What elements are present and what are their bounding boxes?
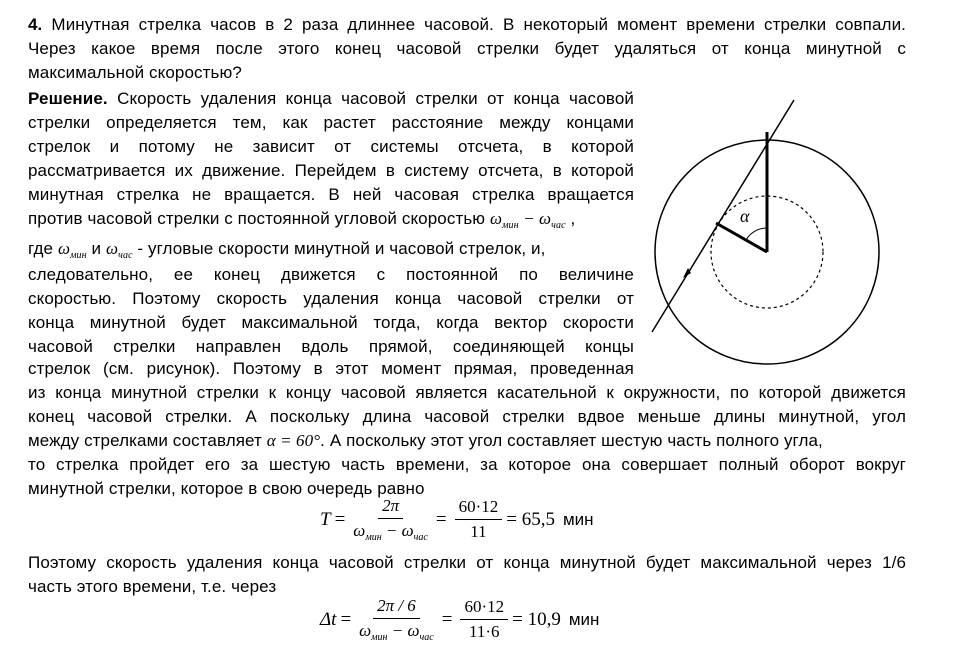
fraction-3: $\frac{2\pi / 6}{\omega_{мин} - \omega_{час}}$ — [359, 596, 434, 643]
solution-line-14: конец часовой стрелки. А поскольку длина часовой стрелки вдвое меньше длины минутной, угол — [28, 407, 906, 426]
solution-line-2: стрелки определяется тем, как растет расстояние между концами — [28, 113, 634, 132]
problem-number: 4. — [28, 15, 43, 34]
angle-label: α — [740, 206, 750, 226]
solution-line-9: скоростью. Поэтому скорость удаления конца часовой стрелки от — [28, 289, 634, 308]
solution-line-7: где $\omega_{мин}$ и $\omega_{час}$ - угловые скорости минутной и часовой стрелок, и, — [28, 239, 546, 261]
solution-line-13: из конца минутной стрелки к концу часовой является касательной к окружности, по которой движется — [28, 383, 906, 402]
problem-line-2: Через какое время после этого конец часовой стрелки будет удаляться от конца минутной с — [28, 39, 906, 58]
solution-line-11: часовой стрелки направлен вдоль прямой, соединяющей концы — [28, 337, 634, 356]
omega-min: $\omega_{мин}$ — [57, 239, 87, 261]
solution-line-8: следовательно, ее конец движется с постоянной по величине — [28, 265, 634, 284]
solution-line-6: против часовой стрелки с постоянной угловой скоростью $\omega_{мин} - \omega_{час}$ , — [28, 209, 576, 231]
omega-chas: $\omega_{час}$ — [105, 239, 133, 261]
problem-line-3: максимальной скоростью? — [28, 63, 242, 82]
formula-period: T = $\frac{2\pi}{\omega_{мин} - \omega_{час}}$ = $\frac{60\cdot 12}{11}$ = 65,5 мин — [320, 496, 594, 543]
solution-line-19: часть этого времени, т.е. через — [28, 577, 277, 596]
fraction-4: $\frac{60\cdot 12}{11\cdot 6}$ — [460, 597, 508, 642]
solution-line-4: рассматривается их движение. Перейдем в систему отсчета, в которой — [28, 161, 634, 180]
omega-difference: $\omega_{мин} - \omega_{час}$ — [489, 209, 566, 231]
solution-line-5: минутная стрелка не вращается. В ней часовая стрелка вращается — [28, 185, 634, 204]
solution-line-17: минутной стрелки, которое в свою очередь равно — [28, 479, 425, 498]
problem-line-1 — [28, 14, 906, 36]
solution-line-12: стрелок (см. рисунок). Поэтому в этот момент прямая, проведенная — [28, 359, 634, 378]
solution-line-3: стрелок и потому не зависит от системы отсчета, в которой — [28, 137, 634, 156]
solution-line-15: между стрелками составляет α = 60°. А поскольку этот угол составляет шестую часть полного угла, — [28, 431, 823, 450]
solution-line-1: Решение. Скорость удаления конца часовой стрелки от конца часовой — [28, 89, 634, 108]
fraction-1: $\frac{2\pi}{\omega_{мин} - \omega_{час}}$ — [353, 496, 428, 543]
solution-label: Решение. — [28, 89, 108, 108]
solution-line-10: конца минутной будет максимальной тогда, когда вектор скорости — [28, 313, 634, 332]
hour-hand — [716, 223, 767, 252]
tangent-line — [652, 100, 794, 332]
clock-hands-diagram — [636, 92, 936, 382]
problem-text-1: Минутная стрелка часов в 2 раза длиннее часовой. В некоторый момент времени стрелки совпали. — [42, 15, 906, 34]
alpha-equation: α = 60° — [266, 431, 321, 450]
solution-line-18: Поэтому скорость удаления конца часовой стрелки от конца минутной будет максимальной через 1/6 — [28, 553, 906, 572]
solution-line-16: то стрелка пройдет его за шестую часть времени, за которое она совершает полный оборот вокруг — [28, 455, 906, 474]
fraction-2: $\frac{60\cdot 12}{11}$ — [455, 497, 503, 542]
formula-time: Δt = $\frac{2\pi / 6}{\omega_{мин} - \omega_{час}}$ = $\frac{60\cdot 12}{11\cdot 6}$ = 10,9 мин — [320, 596, 600, 643]
angle-arc — [746, 228, 767, 240]
